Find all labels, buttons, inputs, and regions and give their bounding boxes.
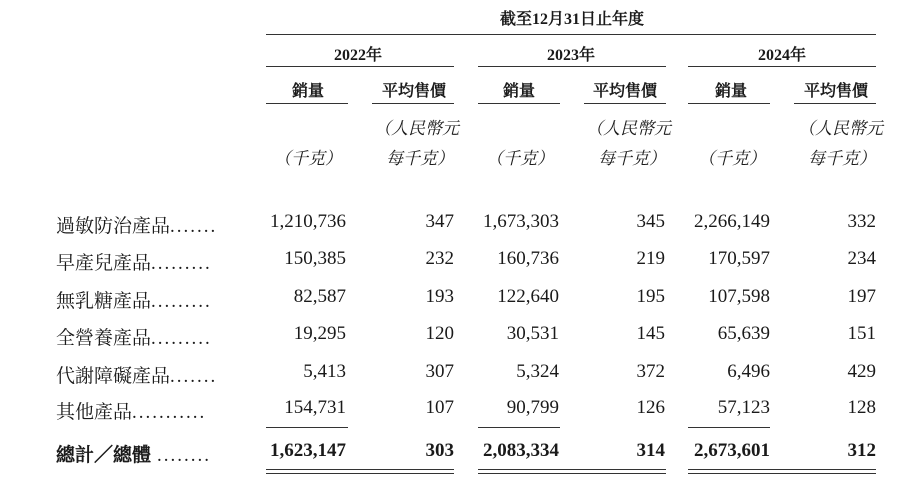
cell-2023-price: 372 xyxy=(636,361,665,382)
price-header-2022: 平均售價 xyxy=(382,83,447,100)
cell-2022-volume: 19,295 xyxy=(293,323,346,344)
row-label-full-nutrition xyxy=(56,323,212,350)
year-header-2022: 2022年 xyxy=(334,47,383,64)
cell-2023-volume: 90,799 xyxy=(506,397,559,418)
total-double-rule-2023-b xyxy=(478,473,666,474)
volume-unit-2024: （千克） xyxy=(698,149,766,168)
subheader-rule-volume-2023 xyxy=(478,103,560,104)
cell-2024-volume: 65,639 xyxy=(717,323,770,344)
cell-2024-price: 151 xyxy=(847,323,876,344)
cell-2023-price: 195 xyxy=(636,286,665,307)
price-unit-line1-2023: （人民幣元 xyxy=(586,119,671,138)
row-label-other xyxy=(56,397,206,424)
cell-2024-price: 429 xyxy=(847,361,876,382)
year-rule-2023 xyxy=(478,66,666,67)
volume-unit-2022: （千克） xyxy=(274,149,342,168)
cell-2022-price: 120 xyxy=(425,323,454,344)
row-label-text: 總計／總體 xyxy=(56,445,152,466)
row-label-text: 全營養產品 xyxy=(56,328,152,349)
subheader-rule-volume-2022 xyxy=(266,103,348,104)
total-double-rule-2022-b xyxy=(266,473,454,474)
row-leader-dots: ....... xyxy=(170,216,218,237)
cell-2023-volume: 122,640 xyxy=(497,286,559,307)
subheader-rule-price-2023 xyxy=(584,103,666,104)
row-label-text: 過敏防治產品 xyxy=(56,216,171,237)
period-header: 截至12月31日止年度 xyxy=(500,11,645,28)
row-leader-dots: ........... xyxy=(132,402,207,423)
price-unit-line1-2022: （人民幣元 xyxy=(374,119,459,138)
cell-2023-volume: 1,673,303 xyxy=(483,211,559,232)
cell-2022-volume: 150,385 xyxy=(284,248,346,269)
row-label-text: 無乳糖產品 xyxy=(56,291,152,312)
cell-2024-price: 234 xyxy=(847,248,876,269)
year-rule-2024 xyxy=(688,66,876,67)
total-2024-volume: 2,673,601 xyxy=(694,440,770,461)
subheader-rule-price-2022 xyxy=(372,103,454,104)
subheader-rule-volume-2024 xyxy=(688,103,770,104)
price-header-2024: 平均售價 xyxy=(804,83,869,100)
cell-2023-price: 345 xyxy=(636,211,665,232)
cell-2023-volume: 30,531 xyxy=(506,323,559,344)
row-leader-dots: ......... xyxy=(151,328,212,349)
cell-2024-price: 197 xyxy=(847,286,876,307)
volume-header-2024: 銷量 xyxy=(715,83,748,100)
price-unit-line2-2023: 每千克） xyxy=(598,149,666,168)
total-double-rule-2022-a xyxy=(266,469,454,470)
total-2023-volume: 2,083,334 xyxy=(483,440,559,461)
volume-header-2022: 銷量 xyxy=(292,83,325,100)
cell-2024-volume: 57,123 xyxy=(717,397,770,418)
cell-2024-volume: 2,266,149 xyxy=(694,211,770,232)
cell-2023-price: 126 xyxy=(636,397,665,418)
row-leader-dots: ......... xyxy=(151,253,212,274)
row-leader-dots: ......... xyxy=(151,291,212,312)
cell-2022-price: 307 xyxy=(425,361,454,382)
cell-2022-price: 193 xyxy=(425,286,454,307)
volume-unit-2023: （千克） xyxy=(486,149,554,168)
cell-2022-volume: 1,210,736 xyxy=(270,211,346,232)
row-label-allergy xyxy=(56,211,217,238)
subheader-rule-price-2024 xyxy=(794,103,876,104)
row-label-text: 代謝障礙產品 xyxy=(56,366,171,387)
cell-2023-volume: 5,324 xyxy=(516,361,559,382)
total-2024-price: 312 xyxy=(847,440,876,461)
cell-2022-price: 232 xyxy=(425,248,454,269)
total-2023-price: 314 xyxy=(636,440,665,461)
subtotal-rule-volume-2022 xyxy=(266,427,348,428)
year-rule-2022 xyxy=(266,66,454,67)
cell-2023-volume: 160,736 xyxy=(497,248,559,269)
row-leader-dots: ....... xyxy=(170,366,218,387)
cell-2024-volume: 170,597 xyxy=(708,248,770,269)
row-label-lactose-free xyxy=(56,286,212,313)
total-double-rule-2023-a xyxy=(478,469,666,470)
row-label-metabolic xyxy=(56,361,217,388)
cell-2024-volume: 107,598 xyxy=(708,286,770,307)
cell-2024-price: 128 xyxy=(847,397,876,418)
cell-2023-price: 219 xyxy=(636,248,665,269)
price-unit-line2-2024: 每千克） xyxy=(808,149,876,168)
total-double-rule-2024-a xyxy=(688,469,876,470)
total-2022-price: 303 xyxy=(425,440,454,461)
price-unit-line2-2022: 每千克） xyxy=(386,149,454,168)
price-header-2023: 平均售價 xyxy=(593,83,658,100)
total-double-rule-2024-b xyxy=(688,473,876,474)
price-unit-line1-2024: （人民幣元 xyxy=(798,119,883,138)
cell-2023-price: 145 xyxy=(636,323,665,344)
subtotal-rule-volume-2023 xyxy=(478,427,560,428)
cell-2024-volume: 6,496 xyxy=(727,361,770,382)
row-label-premature xyxy=(56,248,212,275)
year-header-2023: 2023年 xyxy=(547,47,596,64)
cell-2024-price: 332 xyxy=(847,211,876,232)
subtotal-rule-volume-2024 xyxy=(688,427,770,428)
row-label-text: 早產兒產品 xyxy=(56,253,152,274)
cell-2022-volume: 154,731 xyxy=(284,397,346,418)
cell-2022-price: 107 xyxy=(425,397,454,418)
period-header-rule xyxy=(266,34,876,35)
row-label-text: 其他產品 xyxy=(56,402,133,423)
cell-2022-volume: 5,413 xyxy=(303,361,346,382)
volume-header-2023: 銷量 xyxy=(503,83,536,100)
cell-2022-volume: 82,587 xyxy=(293,286,346,307)
cell-2022-price: 347 xyxy=(425,211,454,232)
year-header-2024: 2024年 xyxy=(758,47,807,64)
row-label-total xyxy=(56,440,211,467)
total-2022-volume: 1,623,147 xyxy=(270,440,346,461)
row-leader-dots: ........ xyxy=(157,445,212,466)
